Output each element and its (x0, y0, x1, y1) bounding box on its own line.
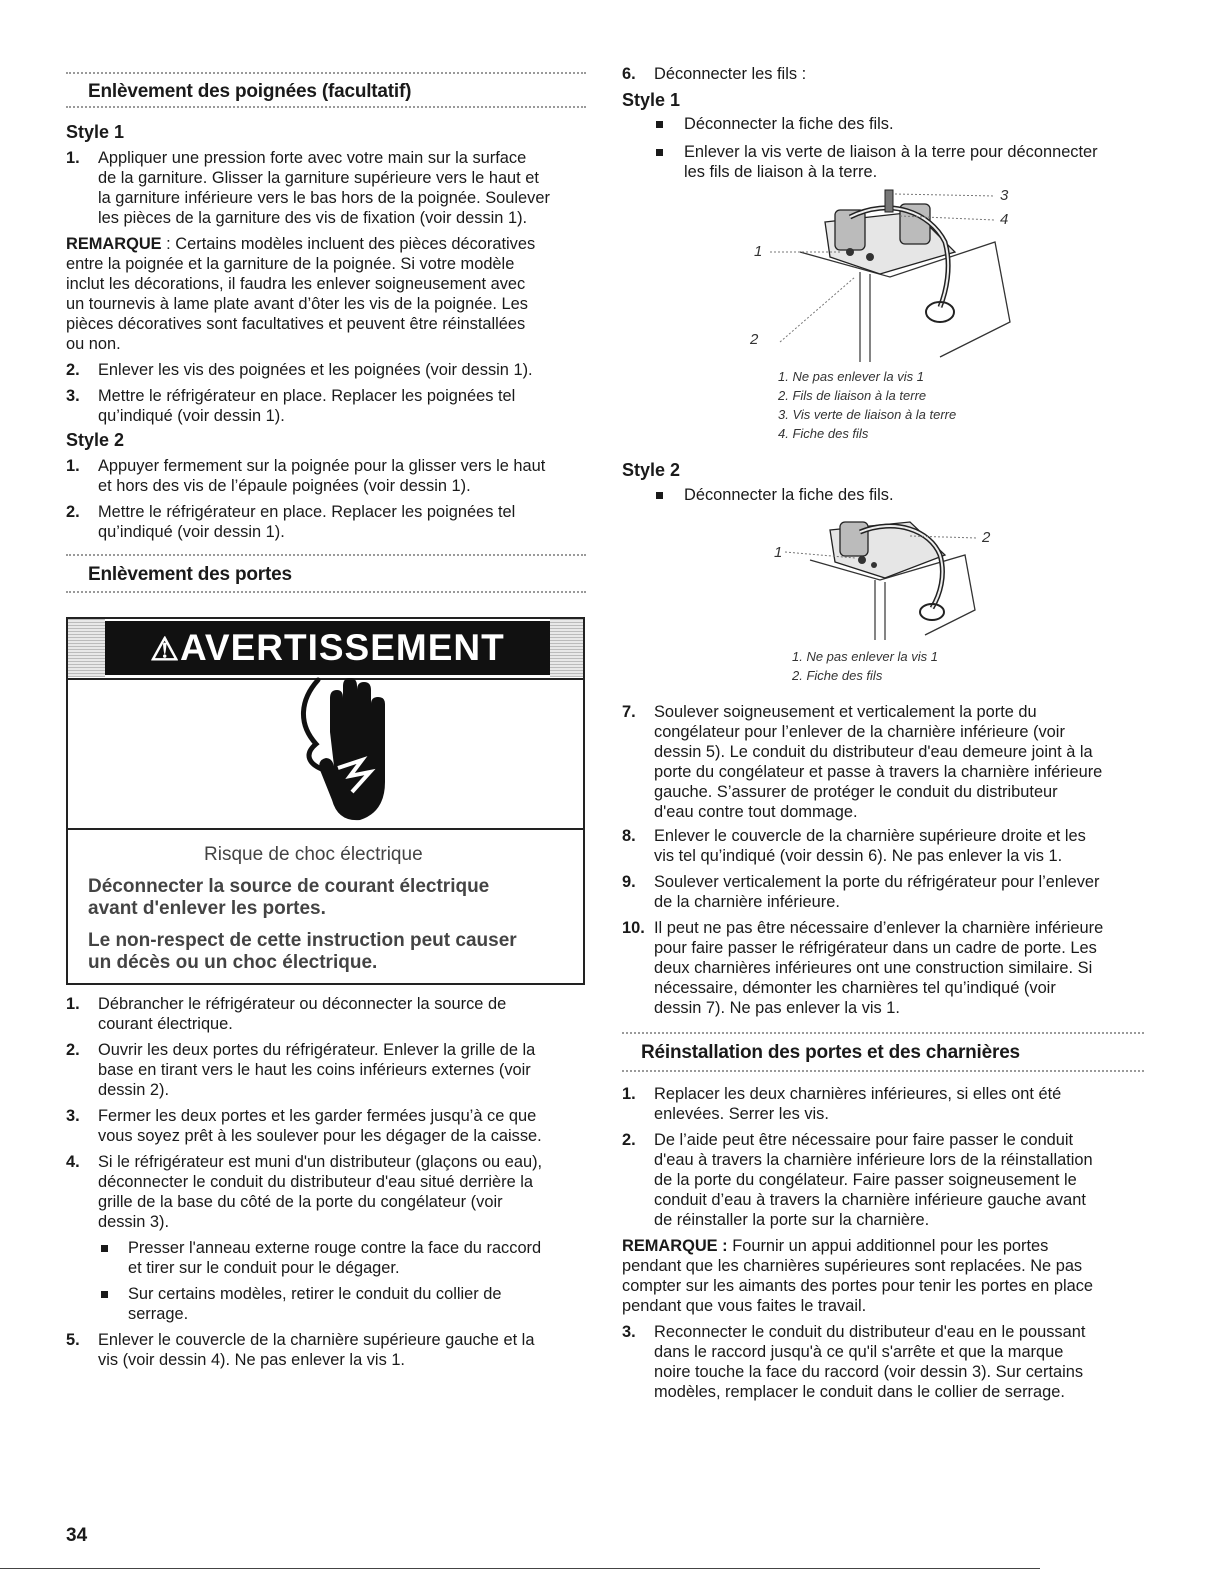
section-title-handles: Enlèvement des poignées (facultatif) (88, 81, 412, 102)
bullet-icon (101, 1245, 108, 1252)
callout-1: 1 (774, 544, 783, 561)
step-text: Déconnecter les fils : (654, 65, 807, 83)
section-divider (66, 591, 586, 593)
callout-2: 2 (750, 331, 759, 348)
section-divider (66, 72, 586, 74)
style1-heading: Style 1 (622, 90, 681, 110)
step-number: 1. (622, 1085, 636, 1103)
bullet-icon (656, 492, 663, 499)
step-number: 1. (66, 149, 80, 167)
page-footer-rule (0, 1568, 1040, 1569)
callout-1: 1 (754, 243, 763, 260)
section-divider (622, 1032, 1144, 1034)
step-number: 3. (66, 387, 80, 405)
step-number: 3. (622, 1323, 636, 1341)
style2-heading: Style 2 (622, 460, 681, 480)
bullet-icon (656, 149, 663, 156)
page-number: 34 (66, 1525, 88, 1546)
step-number: 3. (66, 1107, 80, 1125)
warning-stripe (68, 619, 105, 677)
callout-3: 3 (1000, 187, 1009, 204)
step-number: 9. (622, 873, 636, 891)
step-number: 2. (622, 1131, 636, 1149)
step-number: 1. (66, 995, 80, 1013)
callout-4: 4 (1000, 211, 1009, 228)
warning-stripe (550, 619, 583, 677)
step-number: 2. (66, 503, 80, 521)
bullet-text: Déconnecter la fiche des fils. (684, 486, 894, 504)
bullet-icon (101, 1291, 108, 1298)
bullet-icon (656, 121, 663, 128)
section-divider (66, 554, 586, 556)
warning-title: ⚠AVERTISSEMENT (105, 621, 550, 675)
step-number: 2. (66, 1041, 80, 1059)
warning-risk-text: Risque de choc électrique (204, 844, 423, 865)
bullet-text: Déconnecter la fiche des fils. (684, 115, 894, 133)
step-number: 1. (66, 457, 80, 475)
step-number: 10. (622, 919, 645, 937)
section-title-reinstall: Réinstallation des portes et des charnières (641, 1042, 1020, 1063)
step-number: 5. (66, 1331, 80, 1349)
electric-shock-hand-icon (290, 672, 400, 832)
section-divider (66, 106, 586, 108)
step-text: Enlever les vis des poignées et les poignées (voir dessin 1). (98, 361, 533, 379)
warning-divider (66, 828, 585, 830)
step-number: 7. (622, 703, 636, 721)
step-number: 6. (622, 65, 636, 83)
hinge-plug-diagram (770, 510, 1000, 640)
section-title-doors: Enlèvement des portes (88, 564, 292, 585)
step-number: 4. (66, 1153, 80, 1171)
warning-triangle-icon: ⚠ (150, 631, 180, 667)
step-number: 2. (66, 361, 80, 379)
step-number: 8. (622, 827, 636, 845)
callout-2: 2 (982, 529, 991, 546)
hinge-wiring-diagram (740, 182, 1030, 362)
section-divider (622, 1070, 1144, 1072)
style2-heading: Style 2 (66, 430, 125, 450)
style1-heading: Style 1 (66, 122, 125, 142)
